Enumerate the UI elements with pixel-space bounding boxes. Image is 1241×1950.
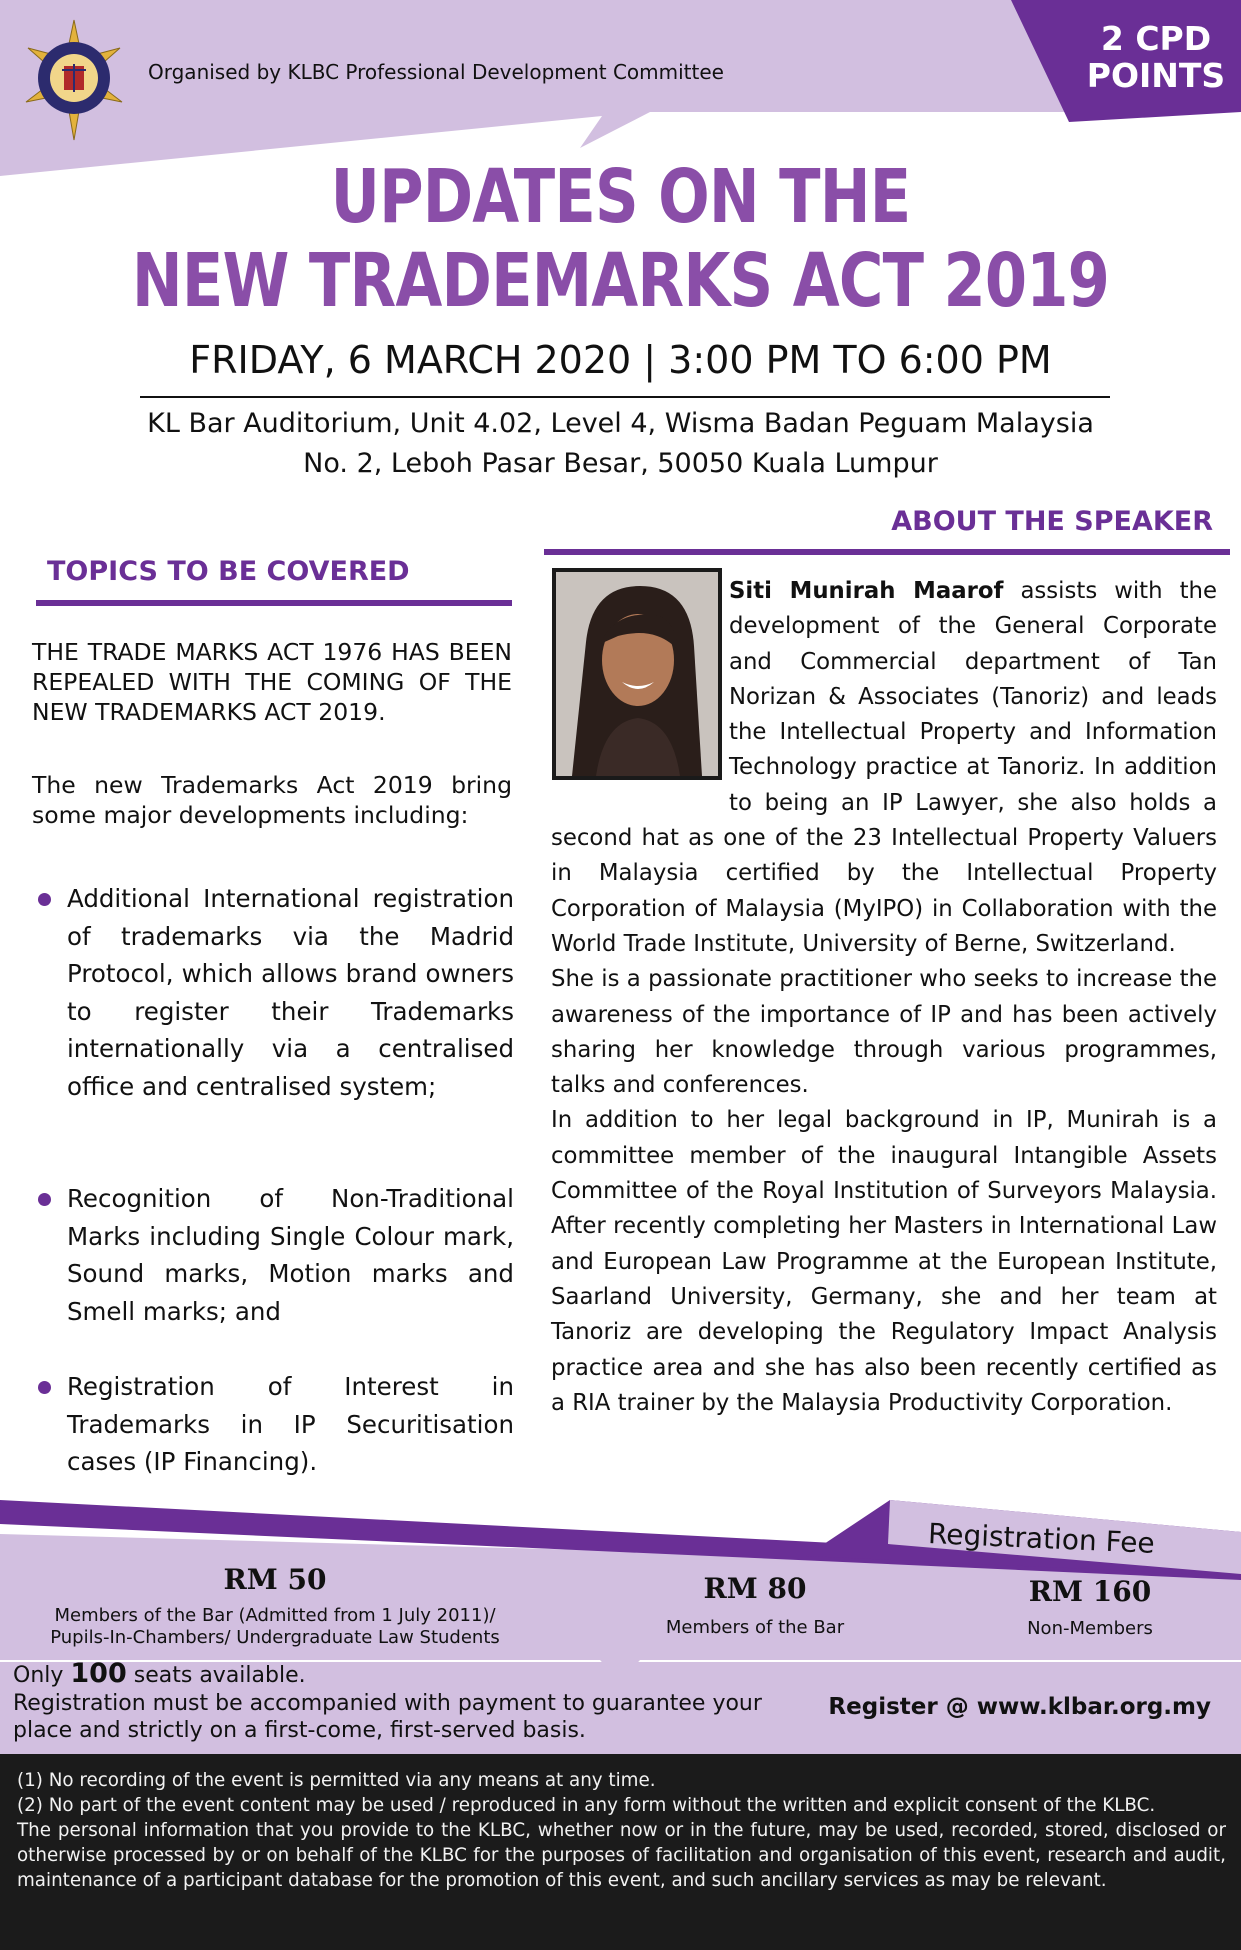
speaker-heading-rule [544,549,1230,555]
fee-description: Members of the Bar [665,1617,845,1638]
topics-intro: The new Trademarks Act 2019 bring some major developments including: [32,771,512,829]
registration-fee-label: Registration Fee [927,1517,1156,1560]
topic-text: Registration of Interest in Trademarks in IP Securitisation cases (IP Financing). [67,1372,514,1476]
fee-amount: RM 160 [1028,1575,1152,1608]
seats-count: 100 [70,1658,127,1689]
venue-line-2: No. 2, Leboh Pasar Besar, 50050 Kuala Lumpur [303,448,938,479]
event-datetime: FRIDAY, 6 MARCH 2020 | 3:00 PM TO 6:00 PM [189,338,1052,382]
fee-desc-line-2: Pupils-In-Chambers/ Undergraduate Law Students [50,1627,500,1648]
bullet-icon [38,1193,51,1206]
bullet-icon [38,1381,51,1394]
topics-heading-rule [36,600,512,606]
topic-text: Recognition of Non-Traditional Marks including Single Colour mark, Sound marks, Motion marks and Smell marks; and [67,1184,514,1326]
disclaimer-line-1: (1) No recording of the event is permitted via any means at any time. [17,1770,656,1791]
cpd-line-1: 2 CPD [1100,19,1212,58]
bullet-icon [38,893,51,906]
photo-spacer [551,574,729,786]
disclaimer-line-2: (2) No part of the event content may be used / reproduced in any form without the written and explicit consent of the KLBC. [17,1795,1156,1816]
title-line-2: NEW TRADEMARKS ACT 2019 [131,238,1110,324]
seats-note: Registration must be accompanied with payment to guarantee your place and strictly on a first-come, first-served basis. [13,1690,762,1743]
speaker-bio [551,574,1217,1421]
cpd-points-label [1076,20,1236,94]
disclaimer [17,1768,1226,1893]
topics-heading: TOPICS TO BE COVERED [47,556,410,587]
bio-paragraph-3: In addition to her legal background in IP, Munirah is a committee member of the inaugural Intangible Assets Committee of the Royal Institution of Surveyors Malaysia. After recently completing her Masters in International Law and European Law Programme at the European Institute, Saarland University, Germany, she and her team at Tanoriz are developing the Regulatory Impact Analysis practice area and she has also been recently certified as a RIA trainer by the Malaysia Productivity Corporation. [551,1107,1217,1416]
seats-info [13,1660,813,1745]
topics-intro-caps: THE TRADE MARKS ACT 1976 HAS BEEN REPEALED WITH THE COMING OF THE NEW TRADEMARKS ACT 2019. [32,638,512,726]
topic-item [36,1180,514,1330]
event-venue [0,404,1241,484]
topic-item [36,880,514,1105]
organiser-text: Organised by KLBC Professional Development Committee [148,60,724,84]
fee-desc-line-1: Members of the Bar (Admitted from 1 July 2011)/ [54,1605,496,1626]
topic-text: Additional International registration of trademarks via the Madrid Protocol, which allows brand owners to register their Trademarks internationally via a centralised office and centralised system; [67,884,514,1101]
fee-amount: RM 50 [223,1563,327,1596]
cpd-line-2: POINTS [1086,56,1226,95]
fee-amount: RM 80 [703,1572,807,1605]
register-link[interactable]: Register @ www.klbar.org.my [828,1694,1211,1720]
bio-paragraph-2: She is a passionate practitioner who seeks to increase the awareness of the importance of IP and has been actively sharing her knowledge through various programmes, talks and conferences. [551,966,1217,1099]
venue-line-1: KL Bar Auditorium, Unit 4.02, Level 4, Wisma Badan Peguam Malaysia [147,408,1094,439]
seats-availability: Only 100 seats available. [13,1658,306,1689]
speaker-heading: ABOUT THE SPEAKER [891,506,1213,537]
disclaimer-privacy: The personal information that you provide to the KLBC, whether now or in the future, may be used, recorded, stored, disclosed or otherwise processed by or on behalf of the KLBC for the purposes of facilitation and organisation of this event, research and audit, maintenance of a participant database for the promotion of this event, and such ancillary services as may be relevant. [17,1820,1226,1891]
speaker-name: Siti Munirah Maarof [729,578,1004,604]
topic-item [36,1368,514,1481]
fee-description [20,1605,530,1649]
klbc-logo [22,18,126,142]
bio-paragraph-1-text: assists with the development of the General Corporate and Commercial department of Tan Norizan & Associates (Tanoriz) and leads the Intellectual Property and Information Technology practice at Tanoriz. In addition to being an IP Lawyer, she also holds a second hat as one of the 23 Intellectual Property Valuers in Malaysia certified by the Intellectual Property Corporation of Malaysia (MyIPO) in Collaboration with the World Trade Institute, University of Berne, Switzerland. [551,578,1217,957]
datetime-divider [140,396,1110,398]
event-title [112,155,1130,323]
fee-description: Non-Members [1027,1618,1153,1639]
title-line-1: UPDATES ON THE [330,154,911,240]
